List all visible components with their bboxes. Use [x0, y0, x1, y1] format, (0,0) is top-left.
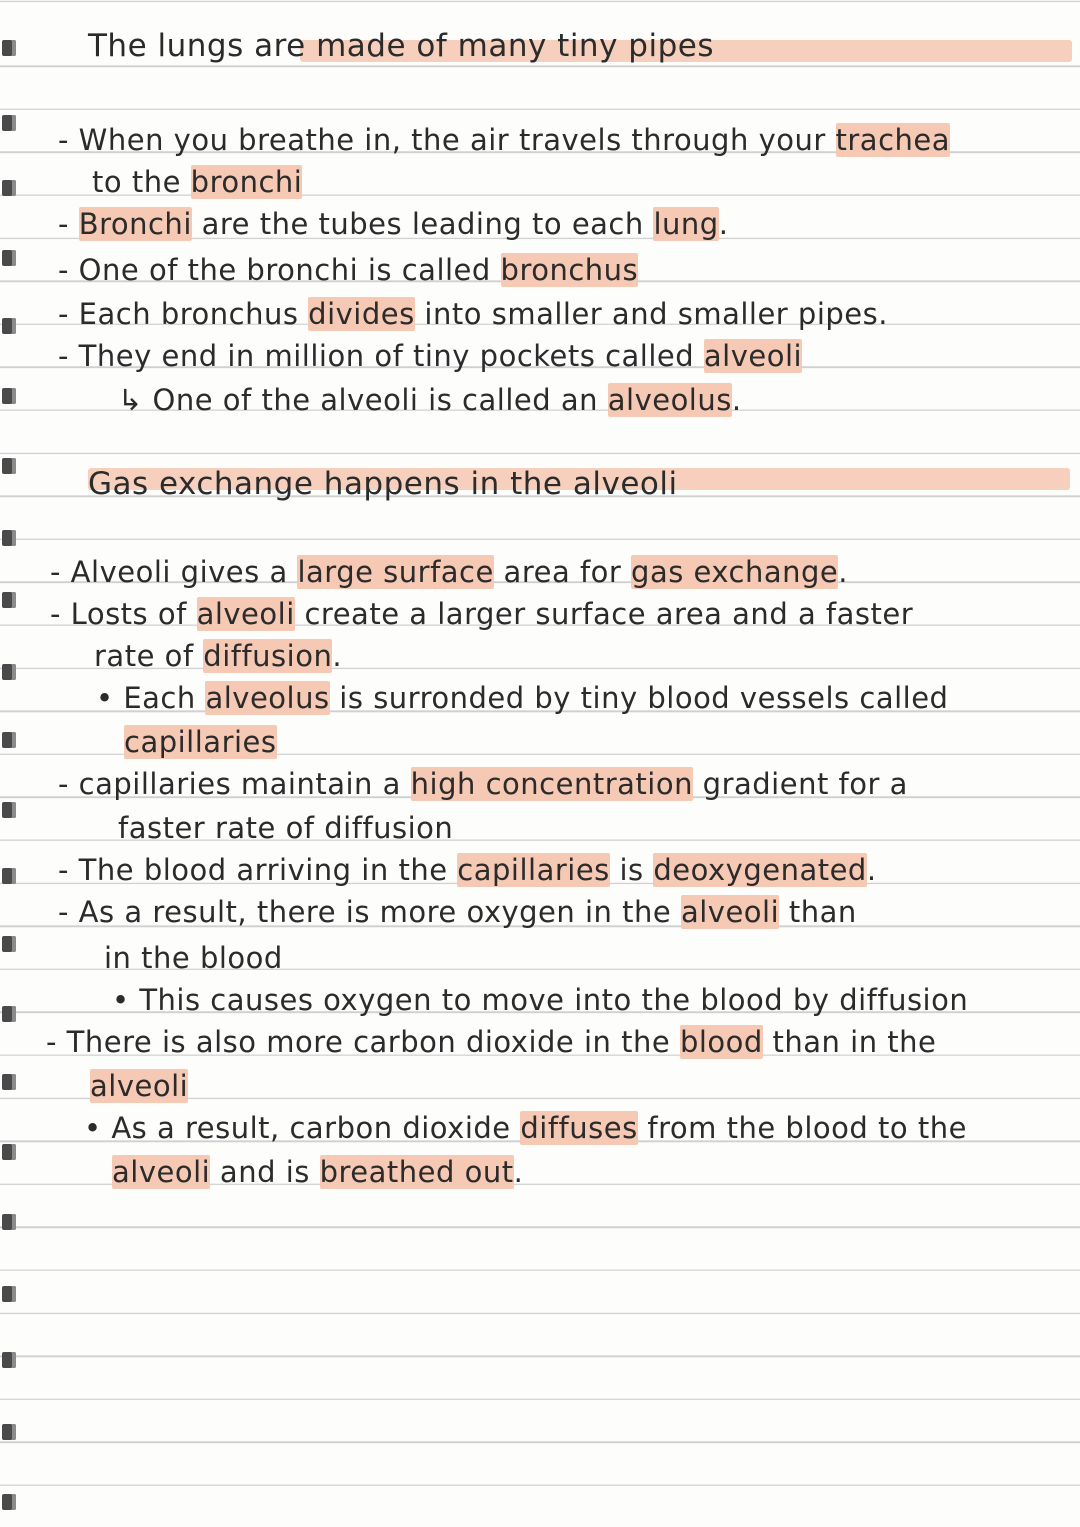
binding-ring [2, 1144, 16, 1160]
binding-ring [2, 530, 16, 546]
note-line: to the bronchi [92, 165, 303, 199]
note-line: - capillaries maintain a high concentration gradient for a [58, 767, 908, 801]
note-line: - Losts of alveoli create a larger surface area and a faster [50, 597, 914, 631]
section2-heading: Gas exchange happens in the alveoli [88, 466, 678, 502]
binding-ring [2, 868, 16, 884]
binding-ring [2, 1214, 16, 1230]
note-line: rate of diffusion. [94, 639, 343, 673]
binding-ring [2, 802, 16, 818]
note-line: capillaries [124, 725, 277, 759]
note-line: • This causes oxygen to move into the blood by diffusion [112, 983, 969, 1017]
note-line: - They end in million of tiny pockets called alveoli [58, 339, 803, 373]
section1-heading: The lungs are made of many tiny pipes [88, 28, 714, 64]
note-line: faster rate of diffusion [118, 811, 454, 845]
binding-ring [2, 1286, 16, 1302]
binding-ring [2, 664, 16, 680]
binding-ring [2, 1424, 16, 1440]
binding-ring [2, 458, 16, 474]
binding-ring [2, 592, 16, 608]
binding-ring [2, 180, 16, 196]
binding-ring [2, 318, 16, 334]
note-line: - One of the bronchi is called bronchus [58, 253, 639, 287]
binding-ring [2, 936, 16, 952]
note-line: - As a result, there is more oxygen in the alveoli than [58, 895, 857, 929]
note-line: alveoli [90, 1069, 189, 1103]
note-line: alveoli and is breathed out. [112, 1155, 524, 1189]
binding-ring [2, 40, 16, 56]
note-line: • Each alveolus is surronded by tiny blood vessels called [96, 681, 949, 715]
note-line: • As a result, carbon dioxide diffuses from the blood to the [84, 1111, 967, 1145]
binding-ring [2, 1494, 16, 1510]
binding-ring [2, 732, 16, 748]
binding-ring [2, 250, 16, 266]
note-line: - Alveoli gives a large surface area for gas exchange. [50, 555, 848, 589]
binding-ring [2, 388, 16, 404]
note-line: - When you breathe in, the air travels through your trachea [58, 123, 951, 157]
binding-ring [2, 1006, 16, 1022]
note-line: - The blood arriving in the capillaries is deoxygenated. [58, 853, 877, 887]
note-line: - There is also more carbon dioxide in the blood than in the [46, 1025, 937, 1059]
binding-ring [2, 1074, 16, 1090]
note-line: ↳ One of the alveoli is called an alveolus. [118, 383, 742, 417]
spiral-binding [0, 0, 40, 1527]
note-line: - Each bronchus divides into smaller and smaller pipes. [58, 297, 888, 331]
binding-ring [2, 1352, 16, 1368]
note-line: - Bronchi are the tubes leading to each lung. [58, 207, 729, 241]
note-line: in the blood [104, 941, 283, 975]
binding-ring [2, 115, 16, 131]
